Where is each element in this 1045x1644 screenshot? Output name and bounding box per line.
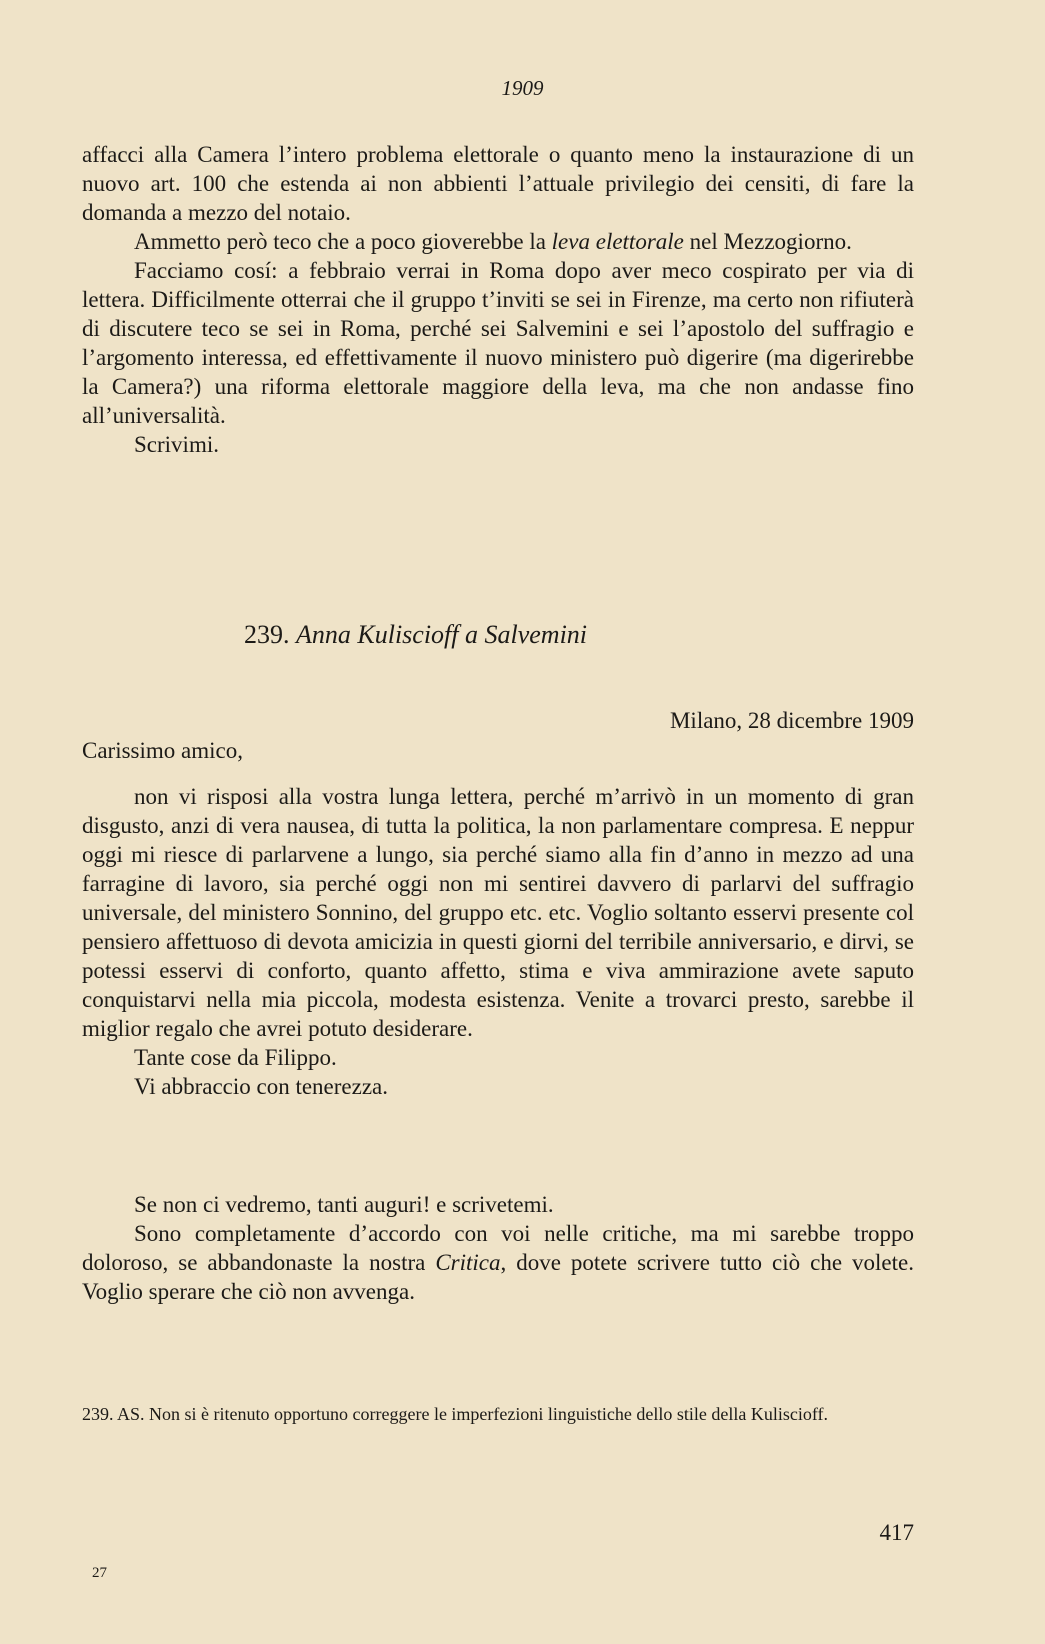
closing-line: Tante cose da Filippo. [134, 1045, 337, 1070]
page-number: 417 [879, 1520, 914, 1545]
footnote [82, 1402, 914, 1426]
letter-paragraph: non vi risposi alla vostra lunga lettera, perché m’arrivò in un momento di gran disgusto, anzi di vera nausea, di tutta la politica, la non parlamentare compresa. E neppur oggi mi riesce di parlarvene a lungo, sia perché siamo alla fin d’anno in mezzo ad una farragine di lavoro, sia perché oggi non mi sentirei davvero di parlarvi del suffragio universale, del ministero Sonnino, del gruppo etc. etc. Voglio soltanto esservi presente col pensiero affettuoso di devota amicizia in questi giorni del terribile anniversario, e dirvi, se potessi esservi di conforto, quanto affetto, stima e viva ammirazione avete saputo conquistarvi nella mia piccola, modesta esistenza. Venite a trovarci presto, sarebbe il miglior regalo che avrei potuto desiderare. [82, 784, 914, 1041]
postscript-line: Se non ci vedremo, tanti auguri! e scrivetemi. [134, 1192, 554, 1217]
text-run: Ammetto però teco che a poco gioverebbe la [134, 229, 552, 254]
italic-journal-title: Critica [435, 1250, 501, 1275]
continuation-text [82, 140, 914, 459]
letter-heading [244, 620, 587, 650]
closing-line: Scrivimi. [134, 432, 219, 457]
letter-title: Anna Kuliscioff a Salvemini [296, 620, 588, 649]
continuation-paragraph: Facciamo cosí: a febbraio verrai in Roma dopo aver meco cospirato per via di lettera. Difficilmente otterrai che il gruppo t’inviti se sei in Firenze, ma certo non rifiuterà di discutere teco se sei in Roma, perché sei Salvemini e sei l’apostolo del suffragio e l’argomento interessa, ed effettivamente il nuovo ministero può digerire (ma digerirebbe la Camera?) una riforma elettorale maggiore della leva, ma che non andasse fino all’universalità. [82, 258, 914, 428]
text-run: Sono completamente d’accordo con voi nelle critiche, ma mi sarebbe troppo doloroso, se abbandonaste la nostra [82, 1221, 914, 1275]
continuation-paragraph: affacci alla Camera l’intero problema elettorale o quanto meno la instaurazione di un nuovo art. 100 che estenda ai non abbienti l’attuale privilegio dei censiti, di fare la domanda a mezzo del notaio. [82, 142, 914, 225]
footnote-text: AS. Non si è ritenuto opportuno correggere le imperfezioni linguistiche dello stile della Kuliscioff. [117, 1404, 829, 1424]
letter-dateline: Milano, 28 dicembre 1909 [669, 708, 914, 733]
letter-postscript [82, 1190, 914, 1306]
closing-line: Vi abbraccio con tenerezza. [134, 1074, 389, 1099]
text-run: , dove potete scrivere tutto ciò che volete. Voglio sperare che ciò non avvenga. [82, 1250, 914, 1304]
running-head-year: 1909 [501, 76, 544, 100]
letter-body [82, 782, 914, 1101]
italic-term: leva elettorale [551, 229, 684, 254]
letter-number: 239. [244, 620, 290, 649]
footnote-number: 239. [82, 1404, 114, 1424]
continuation-paragraph [82, 227, 914, 256]
text-run: nel Mezzogiorno. [683, 229, 852, 254]
signature-mark: 27 [92, 1565, 107, 1581]
postscript-paragraph [82, 1219, 914, 1306]
letter-closing [82, 1043, 914, 1101]
letter-salutation: Carissimo amico, [82, 738, 243, 763]
